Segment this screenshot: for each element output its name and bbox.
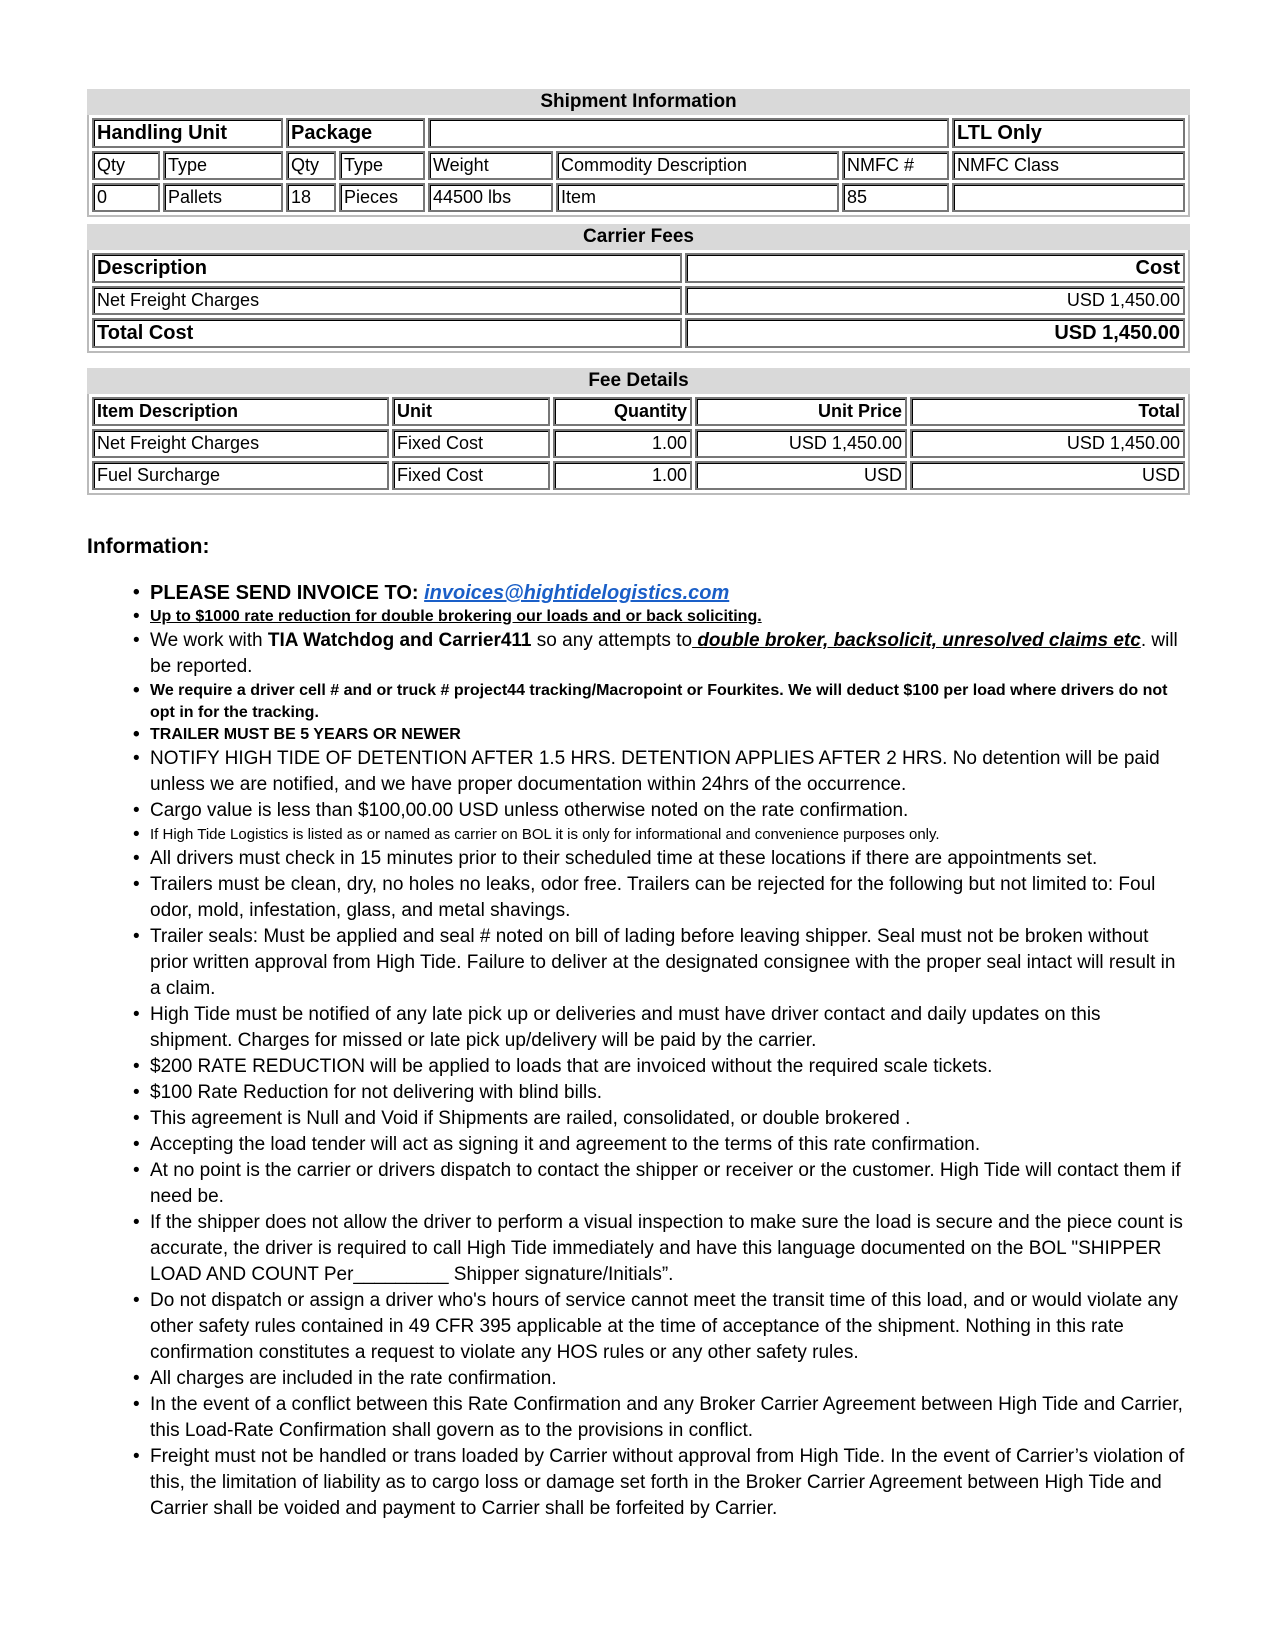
list-item: • High Tide must be notified of any late pick up or deliveries and must have driver contact and daily updates on this shipment. Charges for missed or late pick up/delivery will be paid by the carrier. <box>127 1002 1187 1054</box>
tia-text: . will be reported. <box>150 630 1178 677</box>
column-header: Type <box>163 151 283 180</box>
list-item: • In the event of a conflict between this Rate Confirmation and any Broker Carrier Agreement between High Tide and Carrier, this Load-Rate Confirmation shall govern as to the provisions in conflict. <box>127 1392 1187 1444</box>
item-description-cell: Net Freight Charges <box>92 429 389 458</box>
list-item: • $100 Rate Reduction for not delivering with blind bills. <box>127 1080 1187 1106</box>
fee-description-cell: Net Freight Charges <box>92 286 682 315</box>
unit-cell: Fixed Cost <box>392 429 550 458</box>
tia-bold-text: TIA Watchdog and Carrier411 <box>267 630 532 651</box>
table-row <box>92 461 1185 490</box>
list-item <box>127 580 1187 606</box>
list-item: • Cargo value is less than $100,00.00 USD unless otherwise noted on the rate confirmation. <box>127 798 1187 824</box>
list-item: • Freight must not be handled or trans loaded by Carrier without approval from High Tide. In the event of Carrier’s violation of this, the limitation of liability as to cargo loss or damage set forth in the Broker Carrier Agreement between High Tide and Carrier shall be voided and payment to Carrier shall be forfeited by Carrier. <box>127 1444 1187 1522</box>
quantity-cell: 1.00 <box>553 461 692 490</box>
list-item: • If High Tide Logistics is listed as or named as carrier on BOL it is only for informational and convenience purposes only. <box>127 824 1187 846</box>
column-header: NMFC # <box>842 151 949 180</box>
column-header: Total <box>910 397 1185 426</box>
carrier-fees-section <box>87 224 1190 353</box>
total-cell: USD <box>910 461 1185 490</box>
unit-cell: Fixed Cost <box>392 461 550 490</box>
handling-qty-cell: 0 <box>92 183 160 212</box>
column-header-row <box>92 397 1185 426</box>
shipment-table <box>87 115 1190 217</box>
invoice-label: PLEASE SEND INVOICE TO: <box>150 582 425 604</box>
tia-text: so any attempts to <box>531 630 693 651</box>
fee-cost-cell: USD 1,450.00 <box>685 286 1185 315</box>
list-item: • NOTIFY HIGH TIDE OF DETENTION AFTER 1.5 HRS. DETENTION APPLIES AFTER 2 HRS. No detention will be paid unless we are notified, and we have proper documentation within 24hrs of the occurrence. <box>127 746 1187 798</box>
list-item: • $200 RATE REDUCTION will be applied to loads that are invoiced without the required scale tickets. <box>127 1054 1187 1080</box>
column-header: Unit Price <box>695 397 907 426</box>
carrier-fees-table <box>87 250 1190 353</box>
section-title: Fee Details <box>87 368 1190 394</box>
list-item: • All charges are included in the rate confirmation. <box>127 1366 1187 1392</box>
ltl-only-header: LTL Only <box>952 118 1185 148</box>
nmfc-number-cell: 85 <box>842 183 949 212</box>
cost-header: Cost <box>685 253 1185 283</box>
fee-details-section <box>87 368 1190 495</box>
information-list <box>127 580 1187 1522</box>
total-row <box>92 318 1185 348</box>
list-item: • Trailers must be clean, dry, no holes no leaks, odor free. Trailers can be rejected for the following but not limited to: Foul odor, mold, infestation, glass, and metal shavings. <box>127 872 1187 924</box>
column-header: Quantity <box>553 397 692 426</box>
list-item: • We require a driver cell # and or truck # project44 tracking/Macropoint or Fourkites. We will deduct $100 per load where drivers do not opt in for the tracking. <box>127 680 1187 724</box>
tia-emphasis-text: double broker, backsolicit, unresolved claims etc <box>692 630 1141 651</box>
total-cell: USD 1,450.00 <box>910 429 1185 458</box>
list-item: • TRAILER MUST BE 5 YEARS OR NEWER <box>127 724 1187 746</box>
list-item: • If the shipper does not allow the driver to perform a visual inspection to make sure the load is secure and the piece count is accurate, the driver is required to call High Tide immediately and have this language documented on the BOL "SHIPPER LOAD AND COUNT Per_________ Shipper signature/Initials”. <box>127 1210 1187 1288</box>
total-label: Total Cost <box>92 318 682 348</box>
column-header: Qty <box>92 151 160 180</box>
group-header-row <box>92 118 1185 148</box>
list-item: • All drivers must check in 15 minutes prior to their scheduled time at these locations if there are appointments set. <box>127 846 1187 872</box>
invoice-email-link[interactable]: invoices@hightidelogistics.com <box>424 582 730 604</box>
weight-cell: 44500 lbs <box>428 183 553 212</box>
shipment-information-section <box>87 89 1190 217</box>
commodity-cell: Item <box>556 183 839 212</box>
column-header: Type <box>339 151 425 180</box>
rate-reduction-notice: Up to $1000 rate reduction for double brokering our loads and or back soliciting. <box>150 608 762 625</box>
table-row <box>92 286 1185 315</box>
list-item: • At no point is the carrier or drivers dispatch to contact the shipper or receiver or the customer. High Tide will contact them if need be. <box>127 1158 1187 1210</box>
list-item: • This agreement is Null and Void if Shipments are railed, consolidated, or double brokered . <box>127 1106 1187 1132</box>
section-title: Carrier Fees <box>87 224 1190 250</box>
column-header: Commodity Description <box>556 151 839 180</box>
table-row <box>92 429 1185 458</box>
total-value: USD 1,450.00 <box>685 318 1185 348</box>
list-item <box>127 606 1187 628</box>
quantity-cell: 1.00 <box>553 429 692 458</box>
package-header: Package <box>286 118 425 148</box>
item-description-cell: Fuel Surcharge <box>92 461 389 490</box>
list-item <box>127 628 1187 680</box>
unit-price-cell: USD 1,450.00 <box>695 429 907 458</box>
package-qty-cell: 18 <box>286 183 336 212</box>
column-header: NMFC Class <box>952 151 1185 180</box>
column-header: Item Description <box>92 397 389 426</box>
handling-unit-header: Handling Unit <box>92 118 283 148</box>
handling-type-cell: Pallets <box>163 183 283 212</box>
column-header-row <box>92 253 1185 283</box>
information-heading: Information: <box>87 535 210 558</box>
section-title: Shipment Information <box>87 89 1190 115</box>
column-header-row <box>92 151 1185 180</box>
column-header: Qty <box>286 151 336 180</box>
list-item: • Accepting the load tender will act as signing it and agreement to the terms of this rate confirmation. <box>127 1132 1187 1158</box>
list-item: • Do not dispatch or assign a driver who's hours of service cannot meet the transit time of this load, and or would violate any other safety rules contained in 49 CFR 395 applicable at the time of acceptance of the shipment. Nothing in this rate confirmation constitutes a request to violate any HOS rules or any other safety rules. <box>127 1288 1187 1366</box>
package-type-cell: Pieces <box>339 183 425 212</box>
tia-text: We work with <box>150 630 268 651</box>
fee-details-table <box>87 394 1190 495</box>
list-item: • Trailer seals: Must be applied and seal # noted on bill of lading before leaving shipper. Seal must not be broken without prior written approval from High Tide. Failure to deliver at the designated consignee with the proper seal intact will result in a claim. <box>127 924 1187 1002</box>
description-header: Description <box>92 253 682 283</box>
column-header: Weight <box>428 151 553 180</box>
nmfc-class-cell <box>952 183 1185 212</box>
unit-price-cell: USD <box>695 461 907 490</box>
table-row <box>92 183 1185 212</box>
column-header: Unit <box>392 397 550 426</box>
blank-header <box>428 118 949 148</box>
